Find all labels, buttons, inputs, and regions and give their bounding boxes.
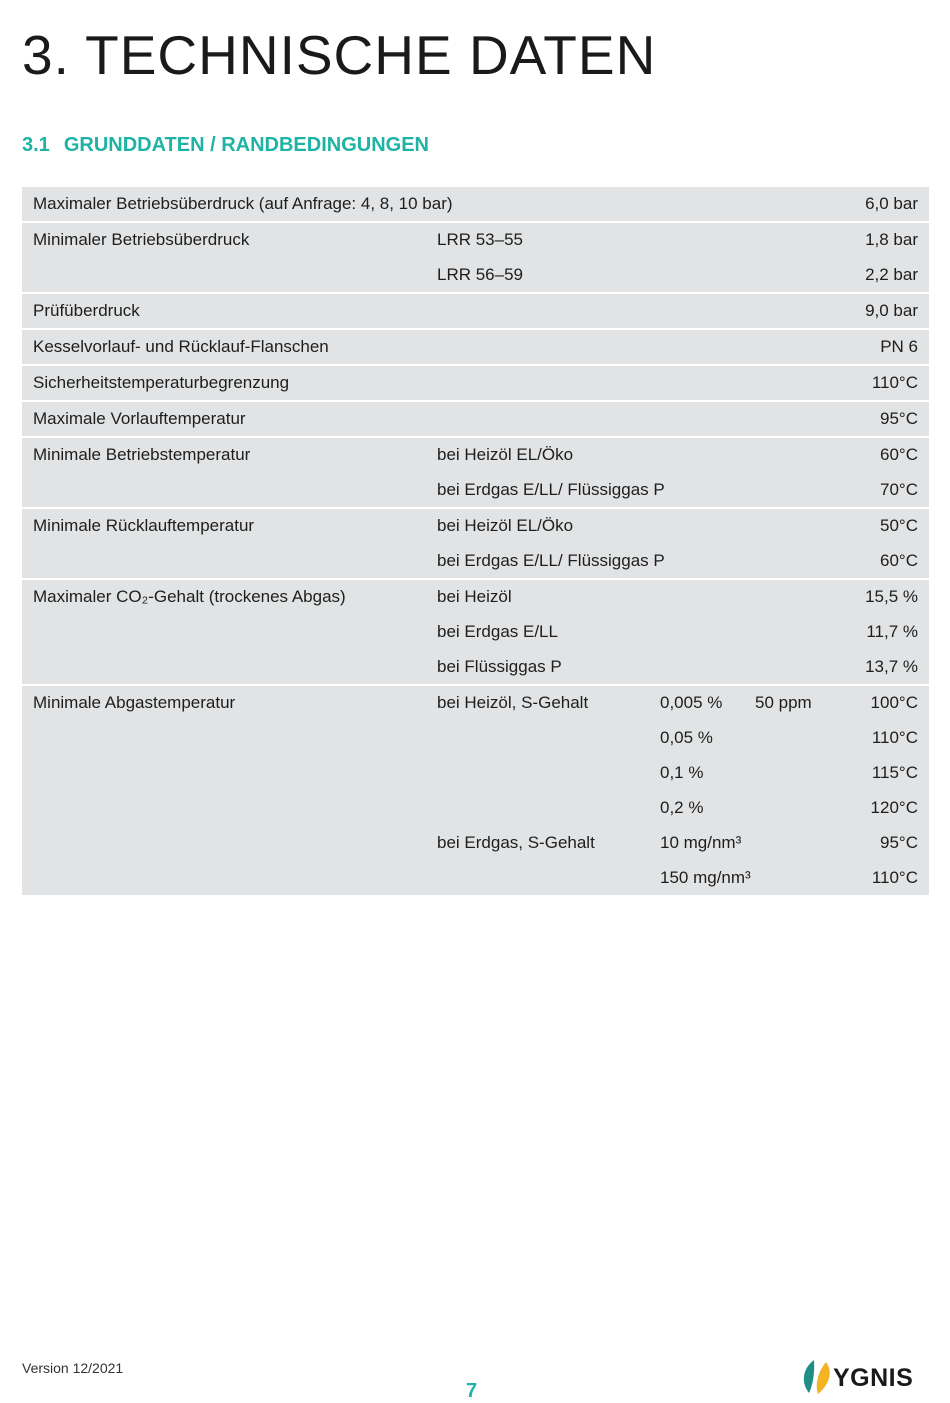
table-group bbox=[22, 187, 929, 223]
row-sub-condition: 10 mg/nm³ bbox=[660, 833, 742, 852]
row-value: 13,7 % bbox=[865, 657, 918, 676]
table-row bbox=[22, 294, 929, 328]
row-value: 9,0 bar bbox=[865, 301, 918, 320]
table-row bbox=[22, 543, 929, 578]
row-value: 110°C bbox=[871, 373, 918, 392]
table-row bbox=[22, 509, 929, 543]
row-value: 11,7 % bbox=[866, 622, 918, 641]
table-row bbox=[22, 330, 929, 364]
row-condition: bei Erdgas, S-Gehalt bbox=[437, 833, 595, 852]
table-row bbox=[22, 790, 929, 825]
table-group bbox=[22, 223, 929, 294]
technical-data-table bbox=[22, 187, 929, 895]
row-value: 1,8 bar bbox=[865, 230, 918, 249]
row-value: 70°C bbox=[880, 480, 918, 499]
row-value: 95°C bbox=[880, 409, 918, 428]
table-group bbox=[22, 330, 929, 366]
row-condition: bei Erdgas E/LL/ Flüssiggas P bbox=[437, 551, 665, 570]
table-row bbox=[22, 257, 929, 292]
table-group bbox=[22, 580, 929, 686]
table-row bbox=[22, 402, 929, 436]
table-row bbox=[22, 649, 929, 684]
row-condition: bei Heizöl EL/Öko bbox=[437, 516, 574, 535]
table-group bbox=[22, 366, 929, 402]
row-label: Minimale Betriebstemperatur bbox=[33, 445, 251, 464]
row-label: Sicherheitstemperaturbegrenzung bbox=[33, 373, 290, 392]
table-group bbox=[22, 402, 929, 438]
row-label: Maximaler CO₂-Gehalt (trockenes Abgas) bbox=[33, 587, 346, 606]
row-label: Minimaler Betriebsüberdruck bbox=[33, 230, 250, 249]
row-value: 110°C bbox=[871, 728, 918, 747]
row-value: 95°C bbox=[880, 833, 918, 852]
row-condition: LRR 53–55 bbox=[437, 230, 524, 249]
row-sub-condition: 0,005 % bbox=[660, 693, 723, 712]
row-condition: bei Heizöl EL/Öko bbox=[437, 445, 574, 464]
section-number: 3.1 bbox=[22, 134, 50, 156]
row-sub-condition: 0,05 % bbox=[660, 728, 713, 747]
row-sub-condition: 150 mg/nm³ bbox=[660, 868, 751, 887]
row-value: 110°C bbox=[871, 868, 918, 887]
row-value: 6,0 bar bbox=[865, 194, 918, 213]
logo-text: YGNIS bbox=[833, 1364, 914, 1392]
table-group bbox=[22, 509, 929, 580]
row-value: 115°C bbox=[871, 763, 918, 782]
row-condition: bei Heizöl bbox=[437, 587, 512, 606]
row-value: 120°C bbox=[870, 798, 918, 817]
page-number: 7 bbox=[466, 1380, 478, 1402]
row-value: 100°C bbox=[870, 693, 918, 712]
row-condition: LRR 56–59 bbox=[437, 265, 524, 284]
row-value: 2,2 bar bbox=[865, 265, 918, 284]
table-row bbox=[22, 614, 929, 649]
row-value: 15,5 % bbox=[865, 587, 918, 606]
table-row bbox=[22, 686, 929, 720]
version-label: Version 12/2021 bbox=[22, 1360, 124, 1376]
row-label: Maximale Vorlauftemperatur bbox=[33, 409, 246, 428]
row-label: Minimale Abgastemperatur bbox=[33, 693, 236, 712]
section-heading bbox=[22, 132, 429, 158]
row-value: 60°C bbox=[880, 445, 918, 464]
row-ppm: 50 ppm bbox=[755, 693, 812, 712]
table-row bbox=[22, 223, 929, 257]
row-label: Maximaler Betriebsüberdruck (auf Anfrage: 4, 8, 10 bar) bbox=[33, 194, 453, 213]
row-condition: bei Erdgas E/LL/ Flüssiggas P bbox=[437, 480, 665, 499]
row-label: Prüfüberdruck bbox=[33, 301, 140, 320]
table-row bbox=[22, 720, 929, 755]
table-row bbox=[22, 825, 929, 860]
table-row bbox=[22, 366, 929, 400]
row-sub-condition: 0,1 % bbox=[660, 763, 704, 782]
table-group bbox=[22, 294, 929, 330]
leaf-icon bbox=[800, 1357, 834, 1397]
table-row bbox=[22, 755, 929, 790]
page-title: 3. TECHNISCHE DATEN bbox=[22, 24, 657, 86]
table-row bbox=[22, 187, 929, 221]
row-label: Kesselvorlauf- und Rücklauf-Flanschen bbox=[33, 337, 329, 356]
row-sub-condition: 0,2 % bbox=[660, 798, 704, 817]
table-group bbox=[22, 438, 929, 509]
table-row bbox=[22, 580, 929, 614]
row-condition: bei Heizöl, S-Gehalt bbox=[437, 693, 589, 712]
row-value: 50°C bbox=[880, 516, 918, 535]
row-value: PN 6 bbox=[880, 337, 918, 356]
row-label: Minimale Rücklauftemperatur bbox=[33, 516, 255, 535]
row-value: 60°C bbox=[880, 551, 918, 570]
table-row bbox=[22, 472, 929, 507]
table-row bbox=[22, 438, 929, 472]
row-condition: bei Erdgas E/LL bbox=[437, 622, 558, 641]
section-title: GRUNDDATEN / RANDBEDINGUNGEN bbox=[63, 134, 429, 156]
ygnis-logo bbox=[800, 1357, 930, 1397]
table-row bbox=[22, 860, 929, 895]
table-group bbox=[22, 686, 929, 895]
row-condition: bei Flüssiggas P bbox=[437, 657, 562, 676]
